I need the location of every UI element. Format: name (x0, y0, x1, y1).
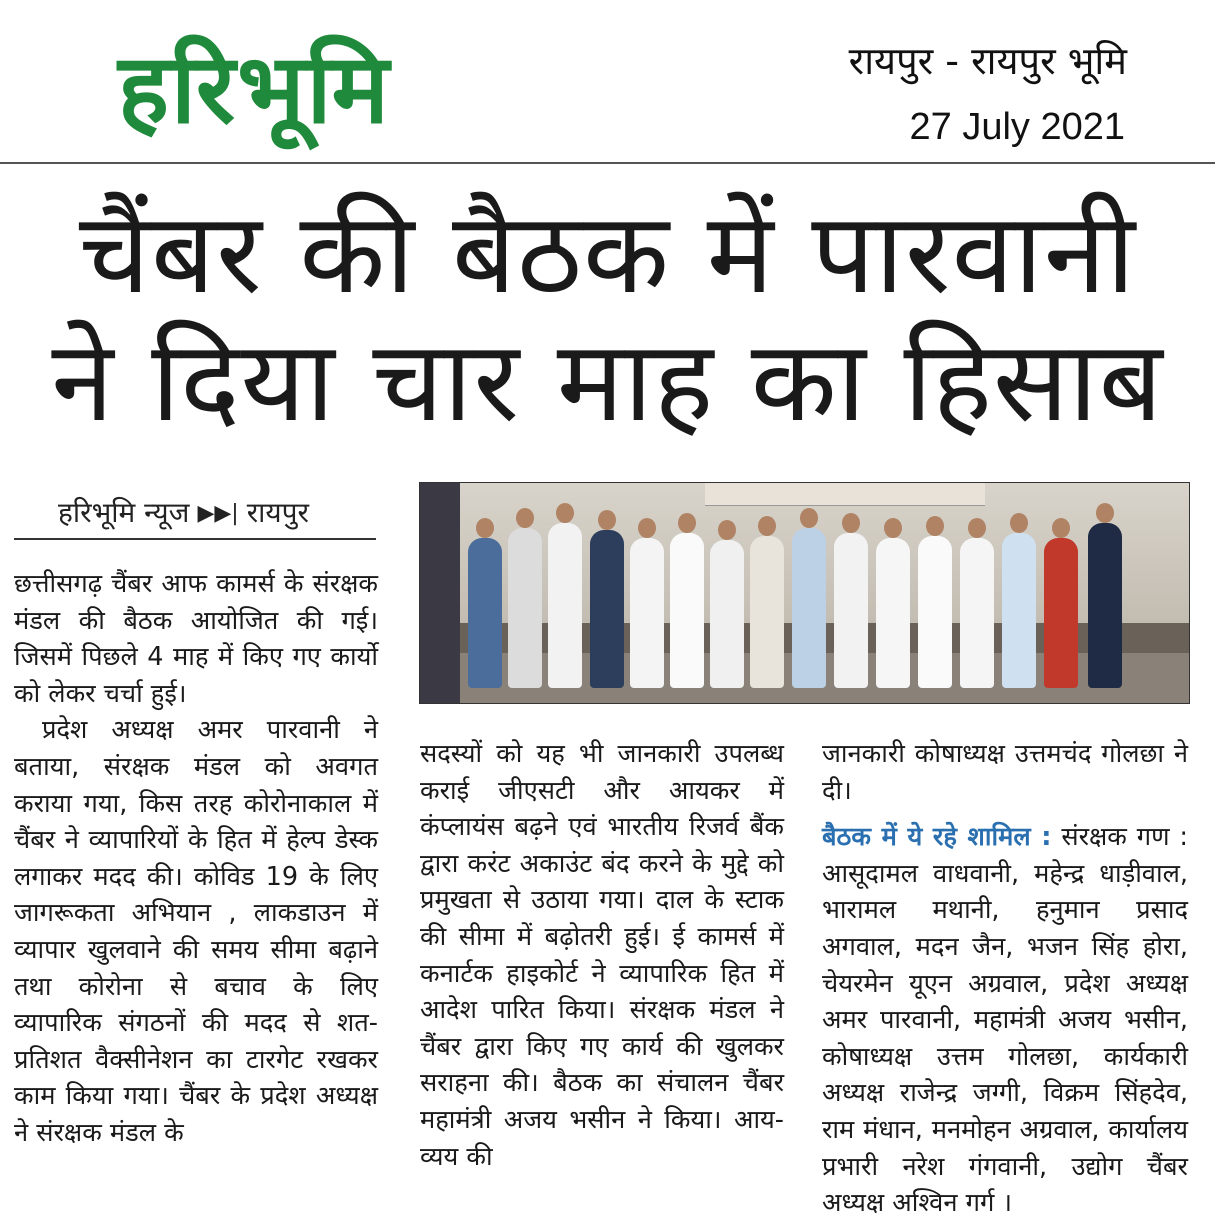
article-paragraph: सदस्यों को यह भी जानकारी उपलब्ध कराई जीएसटी और आयकर में कंप्लायंस बढ़ने एवं भारतीय रिजर्व बैंक द्वारा करंट अकाउंट बंद करने के मुद्दे को प्रमुखता से उठाया गया। दाल के स्टाक की सीमा में बढ़ोतरी हुई। ई कामर्स में कनार्टक हाइकोर्ट ने व्यापारिक हित में आदेश पारित किया। संरक्षक मंडल ने चैंबर द्वारा किए गए कार्य की खुलकर सराहना की। बैठक का संचालन चैंबर महामंत्री अजय भसीन ने किया। आय-व्यय की (420, 739, 784, 1172)
attendees-heading: बैठक में ये रहे शामिल : (822, 822, 1052, 853)
headline (0, 190, 1215, 446)
masthead-divider (0, 162, 1215, 164)
article-paragraph: प्रदेश अध्यक्ष अमर पारवानी ने बताया, संरक्षक मंडल को अवगत कराया गया, किस तरह कोरोनाकाल में चैंबर ने व्यापारियों के हित में हेल्प डेस्क लगाकर मदद की। कोविड 19 के लिए जागरूकता अभियान , लाकडाउन में व्यापार खुलवाने की समय सीमा बढ़ाने तथा कोरोना से बचाव के लिए व्यापारिक संगठनों की मदद से शत-प्रतिशत वैक्सीनेशन का टारगेट रखकर काम किया गया। चैंबर के प्रदेश अध्यक्ष ने संरक्षक मंडल के (14, 715, 378, 1148)
article-column-1 (14, 566, 378, 1152)
article-column-3 (822, 736, 1188, 1222)
article-column-2 (420, 736, 784, 1175)
headline-line-2: ने दिया चार माह का हिसाब (51, 317, 1164, 447)
byline-source: हरिभूमि न्यूज (58, 496, 190, 529)
article-paragraph: जानकारी कोषाध्यक्ष उत्तमचंद गोलछा ने दी। (822, 739, 1188, 806)
headline-line-1: चैंबर की बैठक में पारवानी (78, 189, 1137, 319)
byline-arrow-icon: ▶▶| (197, 501, 239, 526)
photo-banner (705, 483, 985, 506)
attendees-list: संरक्षक गण : आसूदामल वाधवानी, महेन्द्र धाड़ीवाल, भारामल मथानी, हनुमान प्रसाद अगवाल, मदन जैन, भजन सिंह होरा, चेयरमेन यूएन अग्रवाल, प्रदेश अध्यक्ष अमर पारवानी, महामंत्री अजय भसीन, कोषाध्यक्ष उत्तम गोलछा, कार्यकारी अध्यक्ष राजेन्द्र जग्गी, विक्रम सिंहदेव, राम मंधान, मनमोहन अग्रवाल, कार्यालय प्रभारी नरेश गंगवानी, उद्योग चैंबर अध्यक्ष अश्विन गर्ग । (822, 822, 1188, 1219)
publication-date: 27 July 2021 (909, 106, 1125, 148)
group-photo (419, 482, 1190, 704)
newspaper-logo: हरिभूमि (118, 33, 391, 145)
article-paragraph: छत्तीसगढ़ चैंबर आफ कामर्स के संरक्षक मंडल की बैठक आयोजित की गई। जिसमें पिछले 4 माह में किए गए कार्यो को लेकर चर्चा हुई। (14, 569, 378, 709)
attendees-paragraph (822, 819, 1188, 1222)
byline-divider (14, 538, 376, 540)
byline-place: रायपुर (246, 496, 309, 529)
byline (58, 493, 309, 531)
edition-label: रायपुर - रायपुर भूमि (848, 39, 1127, 83)
